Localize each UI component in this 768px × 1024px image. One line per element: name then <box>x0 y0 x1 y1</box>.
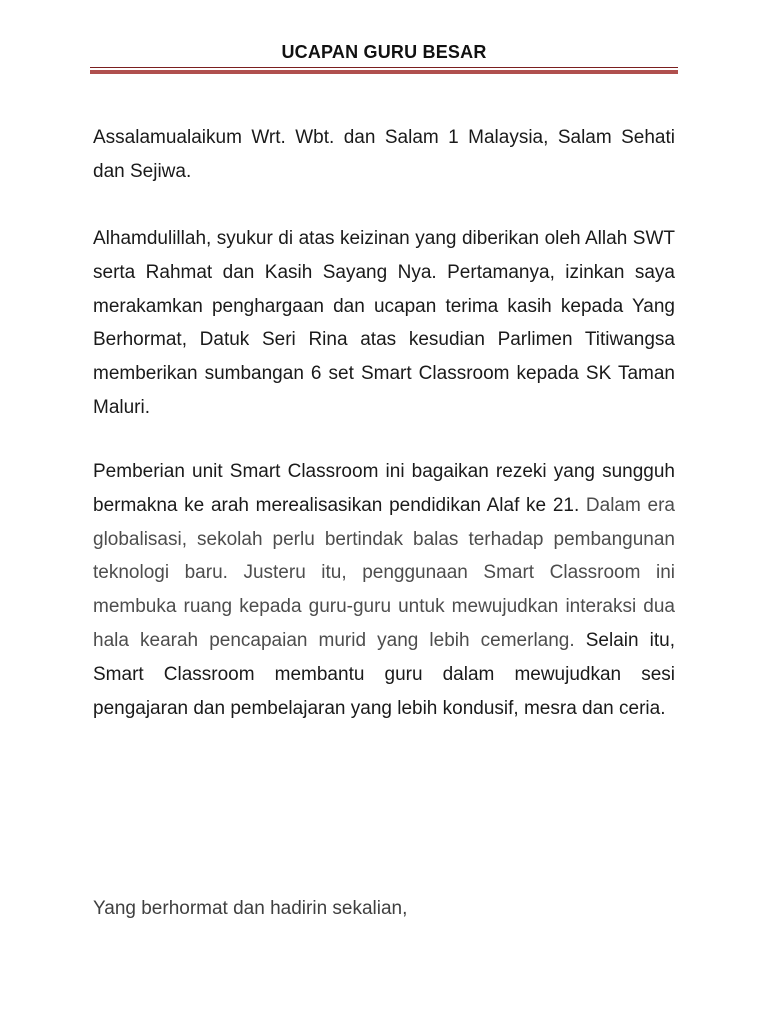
title-divider-thick <box>90 70 678 74</box>
paragraph-greeting <box>93 121 675 189</box>
paragraph-smart-classroom-text-3: Selain itu, Smart Classroom membantu guru dalam mewujudkan sesi pengajaran dan pembelajaran yang lebih kondusif, mesra dan ceria. <box>93 629 675 719</box>
paragraph-smart-classroom-text-1: Pemberian unit Smart Classroom ini bagaikan rezeki yang sungguh bermakna ke arah merealisasikan pendidikan Alaf ke 21. <box>93 461 675 516</box>
paragraph-salutation <box>93 892 675 926</box>
paragraph-gratitude <box>93 222 675 425</box>
paragraph-salutation-text: Yang berhormat dan hadirin sekalian, <box>93 898 408 919</box>
paragraph-gratitude-text-2: kepada Yang Berhormat, Datuk Seri Rina atas kesudian Parlimen Titiwangsa memberikan sumbangan 6 set Smart Classroom kepada SK Taman Maluri. <box>93 295 675 418</box>
paragraph-smart-classroom-text-2: Dalam era globalisasi, sekolah perlu bertindak balas terhadap pembangunan teknologi baru. Justeru itu, penggunaan Smart Classroom ini membuka ruang kepada guru-guru untuk mewujudkan interaksi dua hala kearah pencapaian murid yang lebih cemerlang. <box>93 494 675 651</box>
paragraph-smart-classroom <box>93 455 675 725</box>
title-divider-thin <box>90 67 678 68</box>
page-title: UCAPAN GURU BESAR <box>281 42 487 62</box>
paragraph-greeting-text: Assalamualaikum Wrt. Wbt. dan Salam 1 Malaysia, Salam Sehati dan Sejiwa. <box>93 127 675 182</box>
paragraph-gratitude-text-1: Alhamdulillah, syukur di atas keizinan yang diberikan oleh Allah SWT serta Rahmat dan Kasih Sayang Nya. Pertamanya, izinkan saya merakamkan penghargaan dan ucapan terima kasih <box>93 228 675 317</box>
